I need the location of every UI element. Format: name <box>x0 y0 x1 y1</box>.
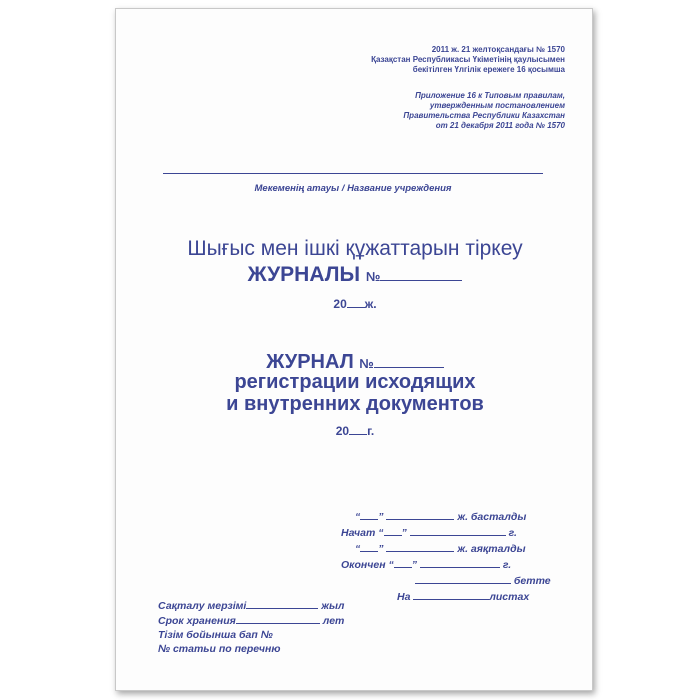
journal-number-blank-ru <box>374 349 444 368</box>
title-ru-line3: и внутренних документов <box>226 393 484 415</box>
number-sign: № <box>365 269 381 284</box>
ended-ru-label: Окончен <box>341 559 386 571</box>
title-kz-line2 <box>116 262 594 289</box>
month-blank <box>420 557 500 568</box>
quote-open: “ <box>355 511 361 523</box>
approval-note-kz <box>305 45 565 75</box>
ended-kz-label: ж. аяқталды <box>457 543 526 555</box>
storage-term-ru-label: Срок хранения <box>158 615 236 627</box>
day-blank <box>360 509 378 520</box>
day-blank <box>360 541 378 552</box>
day-blank <box>384 525 402 536</box>
storage-term-kz-label: Сақталу мерзімі <box>158 600 247 612</box>
title-ru-word: ЖУРНАЛ <box>266 351 354 373</box>
year-ru-blank <box>349 424 367 435</box>
quote-open: “ <box>355 543 361 555</box>
institution-name-line <box>163 173 543 174</box>
number-sign: № <box>359 356 374 371</box>
month-blank <box>386 541 454 552</box>
year-ru <box>116 424 594 438</box>
month-blank <box>386 509 454 520</box>
started-ru-label: Начат <box>341 527 376 539</box>
quote-open: “ <box>378 527 384 539</box>
title-kz-word: ЖУРНАЛЫ <box>247 263 361 286</box>
approval-note-kz-line: бекітілген Үлгілік ережеге 16 қосымша <box>412 65 565 74</box>
pages-kz-label: бетте <box>513 575 551 587</box>
quote-open: “ <box>388 559 394 571</box>
year-ru-prefix: 20 <box>335 424 350 438</box>
pages-blank <box>415 573 511 584</box>
approval-note-ru <box>305 91 565 131</box>
quote-close: ” <box>411 559 417 571</box>
month-blank <box>410 525 506 536</box>
approval-note-ru-line: утвержденным постановлением <box>429 101 565 110</box>
ended-ru-suffix: г. <box>502 559 512 571</box>
title-ru-line2: регистрации исходящих <box>234 371 476 393</box>
list-article-ru: № статьи по перечню <box>158 643 281 655</box>
journal-dates <box>341 509 581 605</box>
list-article-kz: Тізім бойынша бап № <box>158 629 273 641</box>
ended-ru-row <box>341 557 581 573</box>
pages-blank <box>413 589 489 600</box>
year-kz <box>116 297 594 311</box>
year-kz-suffix: ж. <box>364 297 377 311</box>
approval-note-ru-line: Приложение 16 к Типовым правилам, <box>415 91 565 100</box>
quote-close: ” <box>401 527 407 539</box>
journal-number-blank-kz <box>380 262 462 281</box>
approval-note-ru-line: от 21 декабря 2011 года № 1570 <box>435 121 565 130</box>
started-kz-label: ж. басталды <box>457 511 527 523</box>
day-blank <box>394 557 412 568</box>
quote-close: ” <box>378 543 384 555</box>
year-kz-blank <box>347 297 365 308</box>
journal-cover <box>115 8 593 691</box>
storage-term-blank <box>236 613 320 624</box>
year-ru-suffix: г. <box>367 424 375 438</box>
started-kz-row <box>341 509 581 525</box>
pages-ru-suffix: листах <box>489 591 530 603</box>
institution-name-label: Мекеменің атауы / Название учреждения <box>254 183 452 194</box>
title-kz-line1: Шығыс мен ішкі құжаттарын тіркеу <box>187 237 523 260</box>
year-kz-prefix: 20 <box>333 297 347 311</box>
storage-term-kz-unit: жыл <box>321 600 345 612</box>
quote-close: ” <box>378 511 384 523</box>
storage-term-blank <box>246 598 318 609</box>
approval-note-kz-line: Қазақстан Республикасы Үкіметінің қаулысымен <box>371 55 565 64</box>
started-ru-suffix: г. <box>508 527 517 539</box>
storage-term-kz-row <box>158 598 418 613</box>
pages-kz-row <box>341 573 581 589</box>
ended-kz-row <box>341 541 581 557</box>
storage-term-ru-row <box>158 613 418 628</box>
approval-note-ru-line: Правительства Республики Казахстан <box>403 111 565 120</box>
approval-note-kz-line: 2011 ж. 21 желтоқсандағы № 1570 <box>431 45 565 54</box>
storage-info <box>158 598 418 656</box>
started-ru-row <box>341 525 581 541</box>
pages-ru-prefix: На <box>397 591 411 603</box>
storage-term-ru-unit: лет <box>322 615 345 627</box>
